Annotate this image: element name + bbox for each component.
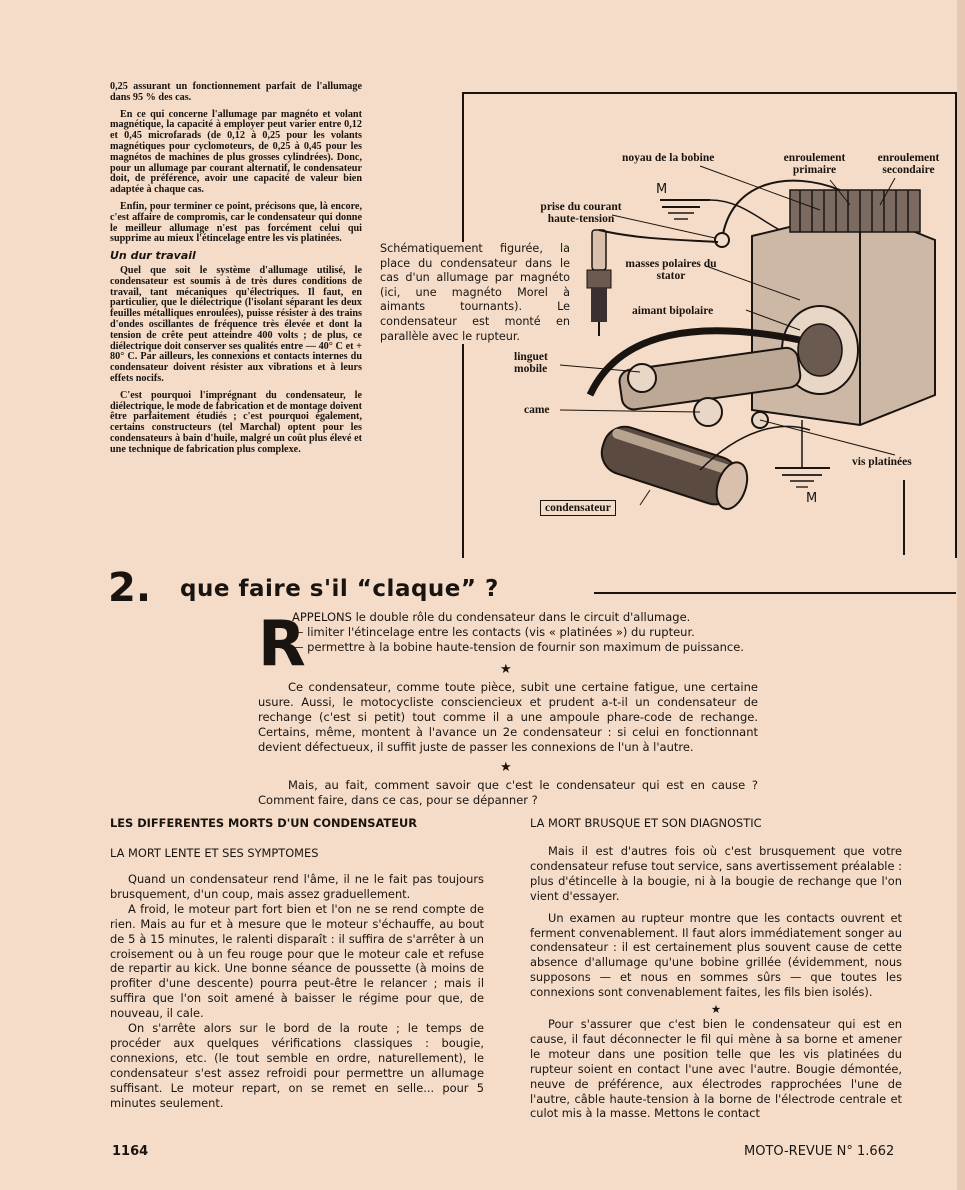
column-heading: LA MORT BRUSQUE ET SON DIAGNOSTIC (530, 816, 762, 830)
separator-star: ★ (500, 662, 512, 677)
label-masses-polaires: masses polaires du stator (625, 258, 717, 282)
label-vis-platinees: vis platinées (852, 456, 912, 468)
label-came: came (524, 404, 550, 416)
page-edge (957, 0, 965, 1190)
paragraph: Quand un condensateur rend l'âme, il ne le fait pas toujours brusquement, d'un coup, mais assez graduellement. (110, 872, 484, 901)
paragraph: Mais, au fait, comment savoir que c'est le condensateur qui est en cause ? Comment faire, dans ce cas, pour se dépanner ? (258, 778, 758, 807)
paragraph: Enfin, pour terminer ce point, précisons que, là encore, c'est affaire de compromis, car le condensateur qui donne le meilleur allumage n'est pas forcément celui qui supprime au mieux l'étincelage entre les vis platinées. (110, 200, 362, 245)
paragraph: C'est pourquoi l'imprégnant du condensateur, le diélectrique, le mode de fabrication et de montage doivent être parfaitement étudiés ; c'est pourquoi également, certains constructeurs (tel Marchal) optent pour les condensateurs à bain d'huile, malgré un coût plus élevé et une technique de fabrication plus complexe. (110, 389, 362, 455)
column-subheading: LA MORT LENTE ET SES SYMPTOMES (110, 846, 319, 860)
magazine-issue: MOTO-REVUE N° 1.662 (744, 1144, 895, 1159)
section-title: que faire s'il “claque” ? (180, 576, 499, 602)
intro-block (258, 607, 758, 680)
subheading: Un dur travail (110, 249, 196, 263)
paragraph: Mais il est d'autres fois où c'est brusquement que votre condensateur refuse tout service, sans avertissement préalable : plus d'étincelle à la bougie, ni à la bougie de rechange que l'on vient d'essayer. (530, 844, 902, 903)
separator-star: ★ (500, 760, 512, 775)
intro-line: APPELONS le double rôle du condensateur dans le circuit d'allumage. (292, 610, 691, 624)
label-enroulement-primaire: enroulement primaire (783, 152, 846, 176)
paragraph: A froid, le moteur part fort bien et l'on ne se rend compte de rien. Mais au fur et à mesure que le moteur s'échauffe, au bout de 5 à 15 minutes, le ralenti disparaît : il suffira de s'arrêter à un croisement ou à un feu rouge pour que le moteur cale et refuse de repartir au kick. Une bonne séance de poussette (à moins de profiter d'une descente) pourra peut-être le relancer ; mais il suffira que l'on soit amené à baisser le régime pour que, de nouveau, il cale. (110, 901, 484, 1021)
paragraph: Un examen au rupteur montre que les contacts ouvrent et ferment convenablement. Il faut alors immédiatement songer au condensateur : il est certainement plus souvent cause de cette absence d'allumage qu'une bobine grillée (évidemment, nous supposons — et nous en sommes sûrs — que toutes les connexions sont convenablement faites, les fils bien isolés). (530, 910, 902, 1000)
paragraph: Pour s'assurer que c'est bien le condensateur qui est en cause, il faut déconnecter le fil qui mène à sa borne et amener le moteur dans une position telle que les vis platinées du rupteur soient en contact l'une avec l'autre. Bougie démontée, neuve de préférence, aux électrodes rapprochées l'une de l'autre, câble haute-tension à la borne de l'électrode centrale et culot mis à la masse. Mettons le contact (530, 1016, 902, 1121)
label-condensateur: condensateur (540, 500, 616, 516)
column-heading: LES DIFFERENTES MORTS D'UN CONDENSATEUR (110, 816, 418, 830)
paragraph: On s'arrête alors sur le bord de la route ; le temps de procéder aux quelques vérifications classiques : bougie, connexions, etc. (le tout semble en ordre, naturellement), le condensateur s'est assez refroidi pour permettre un allumage suffisant. Le moteur repart, on se remet en selle... pour 5 minutes seulement. (110, 1021, 484, 1110)
label-prise-courant: prise du courant haute-tension (540, 201, 622, 225)
paragraph-usure (258, 680, 758, 755)
drop-cap: R (258, 607, 306, 680)
section-heading (108, 566, 958, 610)
paragraph: En ce qui concerne l'allumage par magnéto et volant magnétique, la capacité à employer peut varier entre 0,12 et 0,45 microfarads (de 0,12 à 0,25 pour les volants magnétiques pour cyclomoteurs, de 0,25 à 0,45 pour les magnétos de machines de plus grosses cylindrées). Donc, pour un allumage par courant alternatif, le condensateur doit, de préférence, avoir une capacité de valeur bien adaptée à chaque cas. (110, 108, 362, 196)
separator-star: ★ (710, 1002, 722, 1017)
label-aimant: aimant bipolaire (632, 305, 714, 317)
right-column-text (530, 844, 902, 1121)
intro-line: — permettre à la bobine haute-tension de fournir son maximum de puissance. (292, 640, 744, 654)
paragraph: 0,25 assurant un fonctionnement parfait de l'allumage dans 95 % des cas. (110, 81, 362, 103)
intro-line: — limiter l'étincelage entre les contacts (vis « platinées ») du rupteur. (292, 625, 695, 639)
label-ground-top: M (656, 182, 668, 197)
label-linguet: linguet mobile (514, 351, 548, 375)
paragraph: Ce condensateur, comme toute pièce, subit une certaine fatigue, une certaine usure. Aussi, le motocycliste consciencieux et prudent a-t-il un condensateur de rechange (c'est si petit) tout comme il a une ampoule phare-code de rechange. Certains, même, montent à l'avance un 2e condensateur : si celui en fonctionnant devient défectueux, il suffit juste de passer les connexions de l'un à l'autre. (258, 680, 758, 754)
paragraph-question (258, 778, 758, 808)
label-enroulement-secondaire: enroulement secondaire (877, 152, 940, 176)
left-column-text (110, 872, 484, 1111)
label-ground-bottom: M (806, 491, 818, 506)
paragraph: Quel que soit le système d'allumage utilisé, le condensateur est soumis à de très dures conditions de travail, tant mécaniques qu'électriques. Il faut, en particulier, que le diélectrique (l'isolant séparant les deux feuilles métalliques enroulées), puisse résister à des trains d'ondes oscillantes de fréquence très élevée et dont la tension de crête peut atteindre 400 volts ; de plus, ce diélectrique doit conserver ses qualités entre — 40° C et + 80° C. Par ailleurs, les connexions et contacts internes du condensateur doivent résister aux vibrations et à leurs effets nocifs. (110, 264, 362, 384)
figure-caption: Schématiquement figurée, la place du condensateur dans le cas d'un allumage par magnéto (ici, une magnéto Morel à aimants tournants). Le condensateur est monté en parallèle avec le rupteur. (380, 242, 570, 343)
page-number: 1164 (112, 1144, 149, 1159)
section-number: 2. (108, 565, 152, 611)
heading-rule (594, 592, 956, 594)
label-noyau: noyau de la bobine (622, 152, 715, 164)
